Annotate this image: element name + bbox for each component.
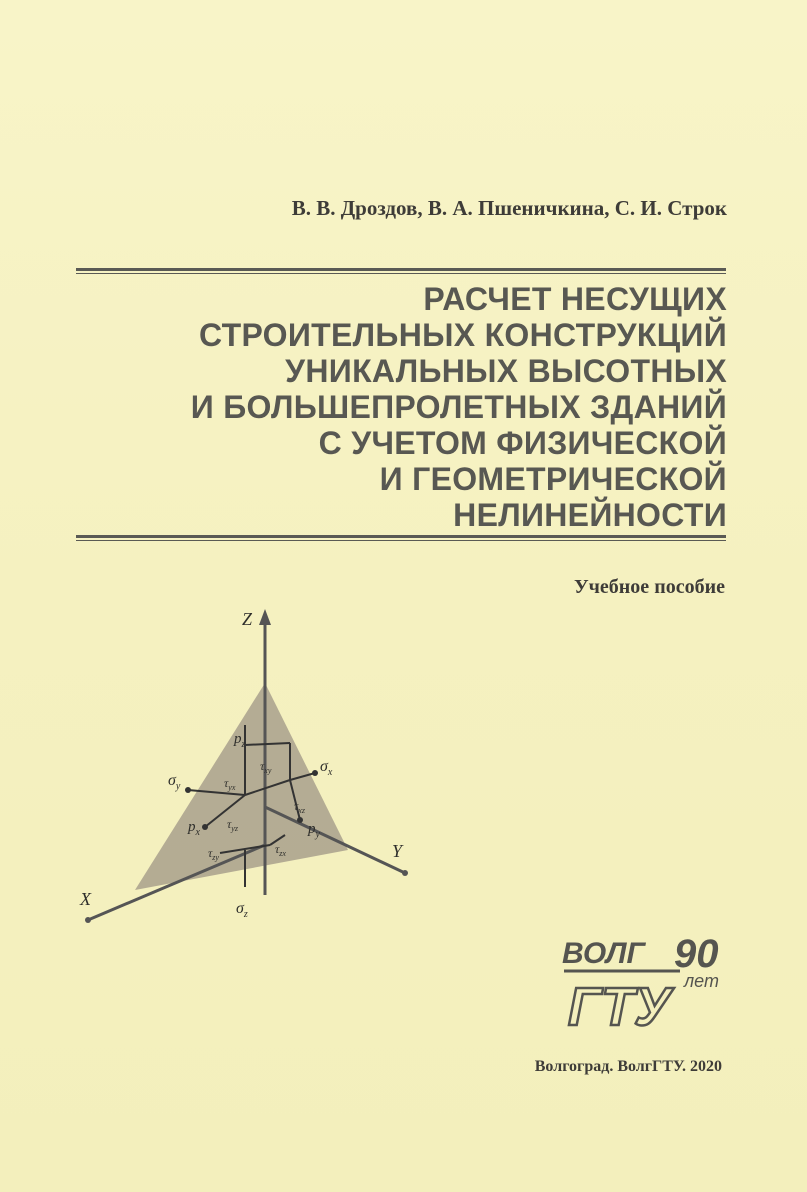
z-axis-label: Z <box>242 609 253 629</box>
title-line: И ГЕОМЕТРИЧЕСКОЙ <box>379 461 727 497</box>
logo-number: 90 <box>674 935 719 976</box>
sigma-y-point <box>185 787 191 793</box>
logo-years: лет <box>684 971 719 991</box>
volggtu-logo <box>562 935 742 1040</box>
stress-diagram <box>70 595 430 940</box>
title-line: УНИКАЛЬНЫХ ВЫСОТНЫХ <box>285 353 727 389</box>
py-label: $p_y$ <box>308 821 320 840</box>
tau-xy-label: $\tau_{xy}$ <box>260 759 272 775</box>
sigma-z-label: $\sigma_z$ <box>236 900 248 920</box>
x-axis-label: X <box>80 889 91 909</box>
stress-plane <box>135 683 348 890</box>
book-title <box>127 281 727 533</box>
title-line: НЕЛИНЕЙНОСТИ <box>453 497 727 533</box>
sigma-x-point <box>312 770 318 776</box>
sigma-y-label: $\sigma_y$ <box>168 772 181 792</box>
y-axis-label: Y <box>392 841 403 861</box>
tau-zy-label: $\tau_{zy}$ <box>208 846 219 862</box>
title-line: И БОЛЬШЕПРОЛЕТНЫХ ЗДАНИЙ <box>190 389 727 425</box>
logo-mark: ГТУ <box>568 977 671 1037</box>
title-rule-bottom <box>76 535 726 541</box>
tau-xz-label: $\tau_{xz}$ <box>294 799 305 815</box>
title-line: СТРОИТЕЛЬНЫХ КОНСТРУКЦИЙ <box>198 317 727 353</box>
px-label: $p_x$ <box>188 819 200 838</box>
pz-label: $p_z$ <box>234 731 246 750</box>
publisher: Волгоград. ВолгГТУ. 2020 <box>534 1058 722 1075</box>
authors: В. В. Дроздов, В. А. Пшеничкина, С. И. Строк <box>291 196 727 220</box>
title-line: С УЧЕТОМ ФИЗИЧЕСКОЙ <box>318 425 727 461</box>
px-point <box>202 824 208 830</box>
title-line: РАСЧЕТ НЕСУЩИХ <box>423 281 727 317</box>
sigma-x-label: $\sigma_x$ <box>320 758 333 778</box>
tau-zx-label: $\tau_{zx}$ <box>275 842 286 858</box>
subtitle: Учебное пособие <box>573 576 725 598</box>
y-axis-end <box>402 870 408 876</box>
x-axis-end <box>85 917 91 923</box>
logo-volg-text: ВОЛГ <box>562 937 645 970</box>
tau-yz-label: $\tau_{yz}$ <box>227 817 238 833</box>
title-rule-top <box>76 268 726 274</box>
tau-yx-label: $\tau_{yx}$ <box>224 776 236 792</box>
z-axis-arrow <box>259 609 271 625</box>
py-point <box>297 817 303 823</box>
